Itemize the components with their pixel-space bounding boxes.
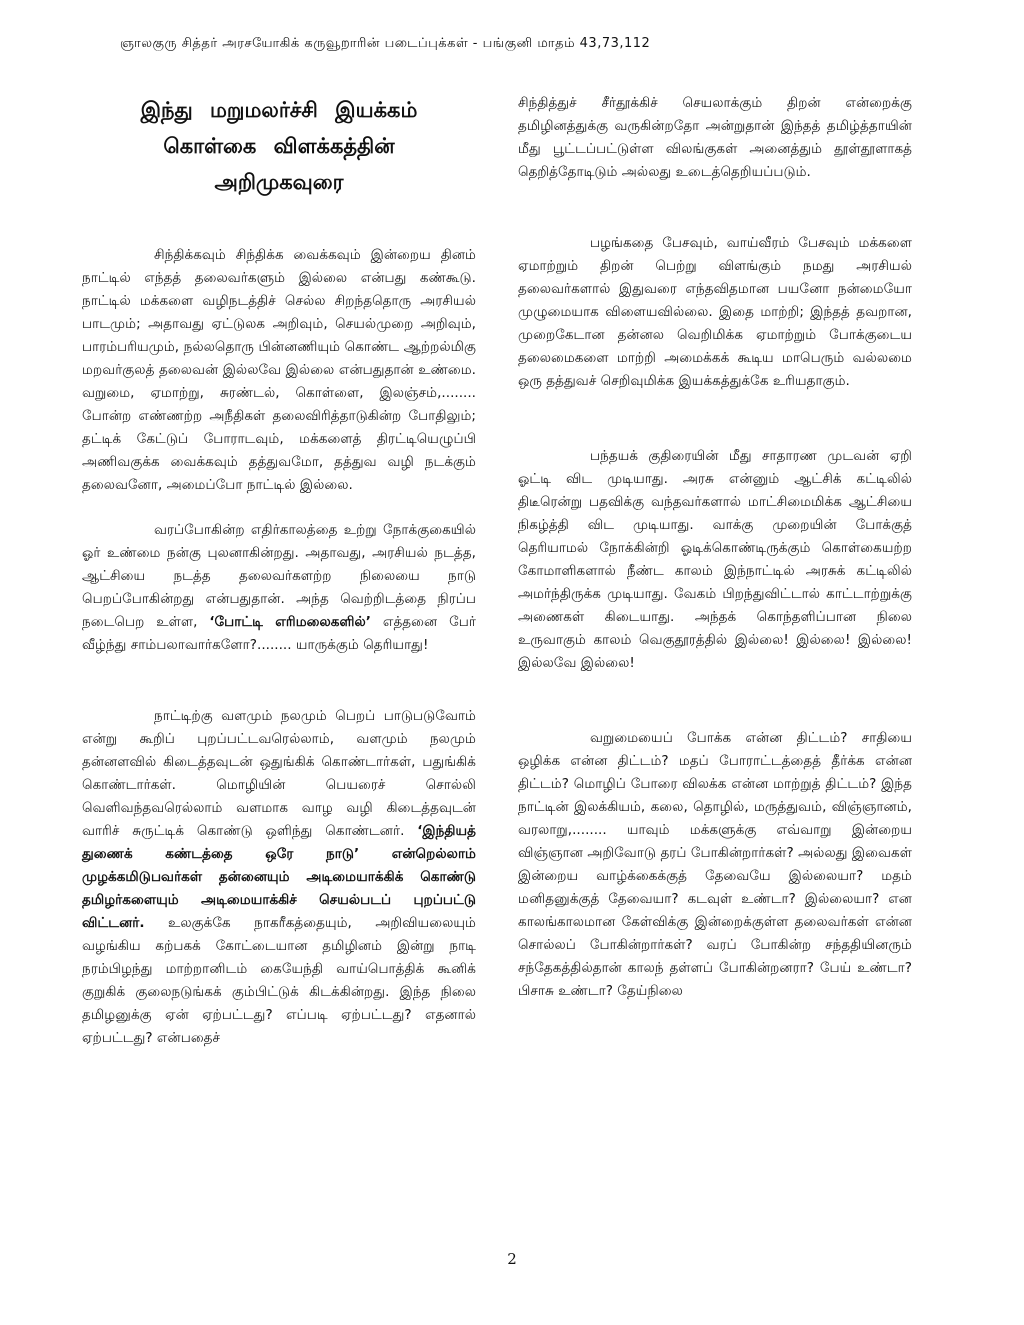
title-line-1: இந்து மறுமலர்ச்சி இயக்கம்: [140, 98, 418, 122]
paragraph: சிந்தித்துச் சீர்தூக்கிச் செயலாக்கும் திறன் என்றைக்கு தமிழினத்துக்கு வருகின்றதோ அன்றுதான் இந்தத் தமிழ்த்தாயின் மீது பூட்டப்பட்டுள்ள விலங்குகள் அனைத்தும் தூள்தூளாகத் தெறித்தோடிடும் அல்லது உடைத்தெறியப்படும்.: [518, 95, 912, 180]
paragraph: பந்தயக் குதிரையின் மீது சாதாரண முடவன் ஏறி ஓட்டி விட முடியாது. அரசு என்னும் ஆட்சிக் கட்டிலில் திடீரென்று பதவிக்கு வந்தவர்களால் மாட்சிமைமிக்க ஆட்சியை நிகழ்த்தி விட முடியாது. வாக்கு முறையின் போக்குத் தெரியாமல் நோக்கின்றி ஓடிக்கொண்டிருக்கும் கொள்கையற்ற கோமாளிகளால் நீண்ட காலம் இந்நாட்டில் அரசுக் கட்டிலில் அமர்ந்திருக்க முடியாது. வேகம் பிறந்துவிட்டால் காட்டாற்றுக்கு அணைகள் கிடையாது. அந்தக் கொந்தளிப்பான நிலை உருவாகும் காலம் வெகுதூரத்தில் இல்லை! இல்லை! இல்லை! இல்லவே இல்லை!: [518, 448, 912, 671]
paragraph-text: நாட்டிற்கு வளமும் நலமும் பெறப் பாடுபடுவோம் என்று கூறிப் புறப்பட்டவரெல்லாம், வளமும் நலமும் தன்னளவில் கிடைத்தவுடன் ஒதுங்கிக் கொண்டார்கள், பதுங்கிக் கொண்டார்கள். மொழியின் பெயரைச் சொல்லி வெளிவந்தவரெல்லாம் வளமாக வாழ வழி கிடைத்தவுடன் வாரிச் சுருட்டிக் கொண்டு ஒளிந்து கொண்டனர்.: [82, 708, 476, 839]
right-column: [518, 92, 912, 1003]
paragraph: வறுமையைப் போக்க என்ன திட்டம்? சாதியை ஒழிக்க என்ன திட்டம்? மதப் போராட்டத்தைத் தீர்க்க என்ன திட்டம்? மொழிப் போரை விலக்க என்ன மாற்றுத் திட்டம்? இந்த நாட்டின் இலக்கியம், கலை, தொழில், மருத்துவம், விஞ்ஞானம், வரலாறு,........ யாவும் மக்களுக்கு எவ்வாறு இன்றைய விஞ்ஞான அறிவோடு தரப் போகின்றார்கள்? அல்லது இவைகள் இன்றைய வாழ்க்கைக்குத் தேவையே இல்லையா? மதம் மனிதனுக்குத் தேவையா? கடவுள் உண்டா? இல்லையா? என காலங்காலமான கேள்விக்கு இன்றைக்குள்ள தலைவர்கள் என்ன சொல்லப் போகின்றார்கள்? வரப் போகின்ற சந்ததியினரும் சந்தேகத்தில்தான் காலந் தள்ளப் போகின்றனரா? பேய் உண்டா? பிசாசு உண்டா? தேய்நிலை: [518, 730, 912, 999]
title-line-3: அறிமுகவுரை: [214, 170, 344, 194]
paragraph: பழங்கதை பேசவும், வாய்வீரம் பேசவும் மக்களை ஏமாற்றும் திறன் பெற்று விளங்கும் நமது அரசியல் தலைவர்களால் இதுவரை எந்தவிதமான பயனோ நன்மையோ முழுமையாக விளையவில்லை. இதை மாற்றி; இந்தத் தவறான, முறைகேடான தன்னல வெறிமிக்க ஏமாற்றும் போக்குடைய தலைமைகளை மாற்றி அமைக்கக் கூடிய மாபெரும் வல்லமை ஒரு தத்துவச் செறிவுமிக்க இயக்கத்துக்கே உரியதாகும்.: [518, 235, 912, 389]
paragraph: [82, 519, 476, 657]
paragraph: சிந்திக்கவும் சிந்திக்க வைக்கவும் இன்றைய தினம் நாட்டில் எந்தத் தலைவர்களும் இல்லை என்பது கண்கூடு. நாட்டில் மக்களை வழிநடத்திச் செல்ல சிறந்ததொரு அரசியல் பாடமும்; அதாவது ஏட்டுலக அறிவும், செயல்முறை அறிவும், பாரம்பரியமும், நல்லதொரு பின்னணியும் கொண்ட ஆற்றல்மிகு மறவர்குலத் தலைவன் இல்லவே இல்லை என்பதுதான் உண்மை. வறுமை, ஏமாற்று, சுரண்டல், கொள்ளை, இலஞ்சம்,........ போன்ற எண்ணற்ற அநீதிகள் தலைவிரித்தாடுகின்ற போதிலும்; தட்டிக் கேட்டுப் போராடவும், மக்களைத் திரட்டியெழுப்பி அணிவகுக்க வைக்கவும் தத்துவமோ, தத்துவ வழி நடக்கும் தலைவனோ, அமைப்போ நாட்டில் இல்லை.: [82, 247, 476, 493]
paragraph-text: உலகுக்கே நாகரீகத்தையும், அறிவியலையும் வழங்கிய கற்பகக் கோட்டையான தமிழினம் இன்று நாடி நரம்பிழந்து மாற்றானிடம் கையேந்தி வாய்பொத்திக் கூனிக் குறுகிக் குலைநடுங்கக் கும்பிட்டுக் கிடக்கின்றது. இந்த நிலை தமிழனுக்கு ஏன் ஏற்பட்டது? எப்படி ஏற்பட்டது? எதனால் ஏற்பட்டது? என்பதைச்: [82, 915, 476, 1046]
paragraph: [82, 705, 476, 1050]
paragraph-text: வரப்போகின்ற எதிர்காலத்தை உற்று நோக்குகையில் ஓர் உண்மை நன்கு புலனாகின்றது. அதாவது, அரசியல் நடத்த, ஆட்சியை நடத்த தலைவர்களற்ற நிலையை நாடு பெறப்போகின்றது என்பதுதான். அந்த வெற்றிடத்தை நிரப்ப நடைபெற உள்ள,: [82, 522, 476, 630]
title-line-2: கொள்கை விளக்கத்தின்: [163, 134, 395, 158]
emphasis-text: ‘இந்தியத் துணைக் கண்டத்தை ஒரே நாடு’ என்றெல்லாம் முழக்கமிடுபவர்கள் தன்னையும் அடிமையாக்கிக் கொண்டு தமிழர்களையும் அடிமையாக்கிச் செயல்படப் புறப்பட்டு விட்டனர்.: [82, 823, 477, 931]
emphasis-text: ‘போட்டி எரிமலைகளில்’: [209, 614, 371, 630]
paragraph-text: எத்தனை பேர் வீழ்ந்து சாம்பலாவார்களோ?........ யாருக்கும் தெரியாது!: [82, 614, 476, 653]
page-number: 2: [507, 1250, 517, 1268]
left-column: [82, 92, 476, 1050]
article-title: [82, 92, 476, 200]
running-header: ஞாலகுரு சித்தர் அரசயோகிக் கருவூறாரின் படைப்புக்கள் - பங்குனி மாதம் 43,73,112: [120, 36, 651, 51]
